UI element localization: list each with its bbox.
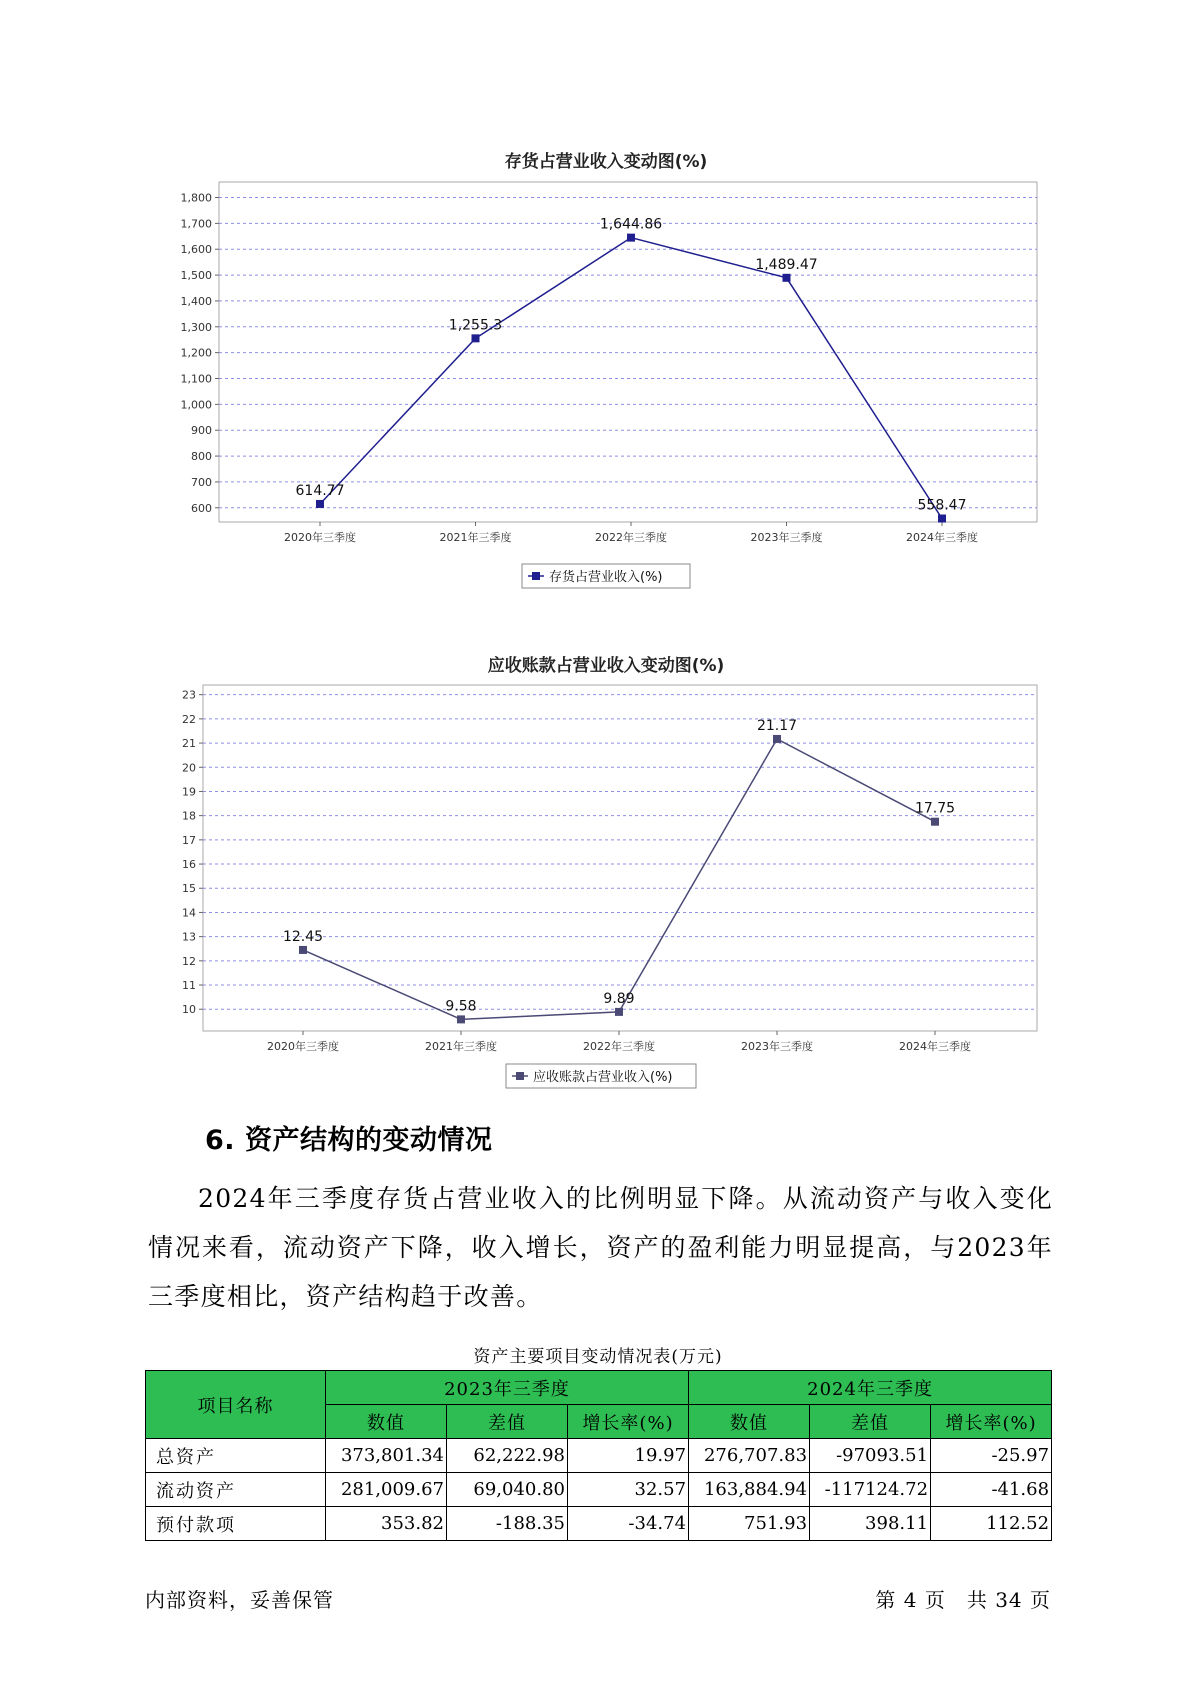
x-tick-label: 2023年三季度 — [741, 1040, 813, 1053]
x-tick-label: 2024年三季度 — [899, 1040, 971, 1053]
table-row — [146, 1439, 1052, 1473]
cell-value: 751.93 — [689, 1507, 810, 1541]
y-tick-label: 11 — [182, 979, 196, 993]
data-point — [457, 1015, 465, 1023]
data-point — [931, 818, 939, 826]
x-tick-label: 2024年三季度 — [906, 531, 978, 544]
data-label: 1,644.86 — [599, 216, 663, 233]
data-label: 21.17 — [756, 717, 798, 734]
cell-diff: -117124.72 — [810, 1473, 931, 1507]
legend-marker — [532, 572, 540, 580]
row-name: 总资产 — [146, 1439, 326, 1473]
cell-diff: 398.11 — [810, 1507, 931, 1541]
x-tick-label: 2022年三季度 — [583, 1040, 655, 1053]
y-tick-label: 1,700 — [180, 217, 212, 231]
chart-legend — [522, 564, 690, 588]
y-tick-label: 17 — [182, 833, 196, 847]
diff-header: 差值 — [810, 1405, 931, 1439]
cell-diff: -97093.51 — [810, 1439, 931, 1473]
plot-area — [203, 685, 1037, 1031]
value-header: 数值 — [689, 1405, 810, 1439]
x-tick-label: 2020年三季度 — [267, 1040, 339, 1053]
data-point — [299, 946, 307, 954]
y-tick-label: 18 — [182, 809, 196, 823]
y-tick-label: 1,400 — [180, 294, 212, 308]
x-tick-label: 2020年三季度 — [284, 531, 356, 544]
y-tick-label: 14 — [182, 906, 196, 920]
period-2024-header: 2024年三季度 — [689, 1371, 1052, 1405]
cell-value: 353.82 — [326, 1507, 447, 1541]
plot-area — [219, 182, 1037, 522]
data-label: 17.75 — [914, 800, 956, 817]
cell-growth: 112.52 — [931, 1507, 1052, 1541]
data-point — [316, 500, 324, 508]
cell-value: 276,707.83 — [689, 1439, 810, 1473]
y-tick-label: 1,000 — [180, 398, 212, 412]
current-page: 4 — [903, 1588, 918, 1612]
y-tick-label: 1,200 — [180, 346, 212, 360]
footer-confidential-note: 内部资料，妥善保管 — [145, 1588, 334, 1612]
chart-legend — [506, 1064, 696, 1088]
row-name: 预付款项 — [146, 1507, 326, 1541]
data-point — [472, 334, 480, 342]
data-label: 1,489.47 — [755, 256, 818, 273]
data-label: 9.89 — [603, 990, 635, 1007]
legend-marker — [516, 1072, 524, 1080]
data-label: 9.58 — [445, 998, 477, 1015]
cell-diff: 69,040.80 — [447, 1473, 568, 1507]
period-2023-header: 2023年三季度 — [326, 1371, 689, 1405]
cell-diff: 62,222.98 — [447, 1439, 568, 1473]
cell-growth: 32.57 — [568, 1473, 689, 1507]
y-tick-label: 1,600 — [180, 243, 212, 257]
data-point — [773, 735, 781, 743]
receivables-ratio-chart — [0, 645, 1191, 1097]
y-tick-label: 900 — [191, 424, 212, 438]
y-tick-label: 600 — [191, 501, 212, 515]
y-tick-label: 1,300 — [180, 320, 212, 334]
y-tick-label: 22 — [182, 712, 196, 726]
section-heading: 6. 资产结构的变动情况 — [205, 1125, 493, 1156]
item-name-header: 项目名称 — [146, 1371, 326, 1439]
page-prefix: 第 — [875, 1588, 897, 1612]
page-suffix: 页 — [1030, 1588, 1051, 1612]
page-mid: 页 共 — [924, 1588, 988, 1612]
y-tick-label: 20 — [182, 761, 196, 775]
row-name: 流动资产 — [146, 1473, 326, 1507]
y-tick-label: 13 — [182, 930, 196, 944]
data-label: 614.77 — [295, 482, 345, 499]
x-tick-label: 2023年三季度 — [750, 531, 823, 544]
cell-value: 163,884.94 — [689, 1473, 810, 1507]
x-tick-label: 2021年三季度 — [439, 531, 512, 544]
table-header-row — [146, 1371, 1052, 1405]
cell-growth: 19.97 — [568, 1439, 689, 1473]
total-pages: 34 — [995, 1588, 1023, 1612]
table-row — [146, 1473, 1052, 1507]
y-tick-label: 800 — [191, 450, 212, 464]
cell-value: 373,801.34 — [326, 1439, 447, 1473]
data-point — [783, 274, 791, 282]
value-header: 数值 — [326, 1405, 447, 1439]
section-paragraph: 2024年三季度存货占营业收入的比例明显下降。从流动资产与收入变化情况来看，流动资产下降，收入增长，资产的盈利能力明显提高，与2023年三季度相比，资产结构趋于改善。 — [148, 1184, 1053, 1311]
data-point — [615, 1008, 623, 1016]
data-point — [938, 515, 946, 523]
legend-label: 存货占营业收入(%) — [549, 570, 663, 585]
inventory-ratio-chart — [0, 140, 1191, 600]
data-label: 1,255.3 — [448, 317, 503, 334]
y-tick-label: 10 — [182, 1003, 196, 1017]
chart-title: 存货占营业收入变动图(%) — [504, 152, 708, 172]
y-tick-label: 1,800 — [180, 191, 212, 205]
table-row — [146, 1507, 1052, 1541]
y-tick-label: 19 — [182, 785, 196, 799]
y-tick-label: 15 — [182, 882, 196, 896]
y-tick-label: 700 — [191, 475, 212, 489]
growth-header: 增长率(%) — [568, 1405, 689, 1439]
y-tick-label: 1,500 — [180, 269, 212, 283]
data-label: 558.47 — [917, 497, 967, 514]
table-caption: 资产主要项目变动情况表(万元) — [473, 1347, 723, 1367]
y-tick-label: 12 — [182, 954, 196, 968]
cell-growth: -34.74 — [568, 1507, 689, 1541]
x-tick-label: 2021年三季度 — [425, 1040, 497, 1053]
legend-label: 应收账款占营业收入(%) — [533, 1070, 673, 1085]
y-tick-label: 21 — [182, 737, 196, 751]
y-tick-label: 23 — [182, 688, 196, 702]
data-label: 12.45 — [282, 928, 324, 945]
chart-title: 应收账款占营业收入变动图(%) — [487, 656, 725, 676]
y-tick-label: 1,100 — [180, 372, 212, 386]
data-point — [627, 234, 635, 242]
cell-growth: -41.68 — [931, 1473, 1052, 1507]
x-tick-label: 2022年三季度 — [595, 531, 667, 544]
diff-header: 差值 — [447, 1405, 568, 1439]
cell-value: 281,009.67 — [326, 1473, 447, 1507]
growth-header: 增长率(%) — [931, 1405, 1052, 1439]
asset-change-table — [145, 1370, 1052, 1541]
footer-page-number — [875, 1584, 1051, 1613]
cell-growth: -25.97 — [931, 1439, 1052, 1473]
y-tick-label: 16 — [182, 858, 196, 872]
cell-diff: -188.35 — [447, 1507, 568, 1541]
